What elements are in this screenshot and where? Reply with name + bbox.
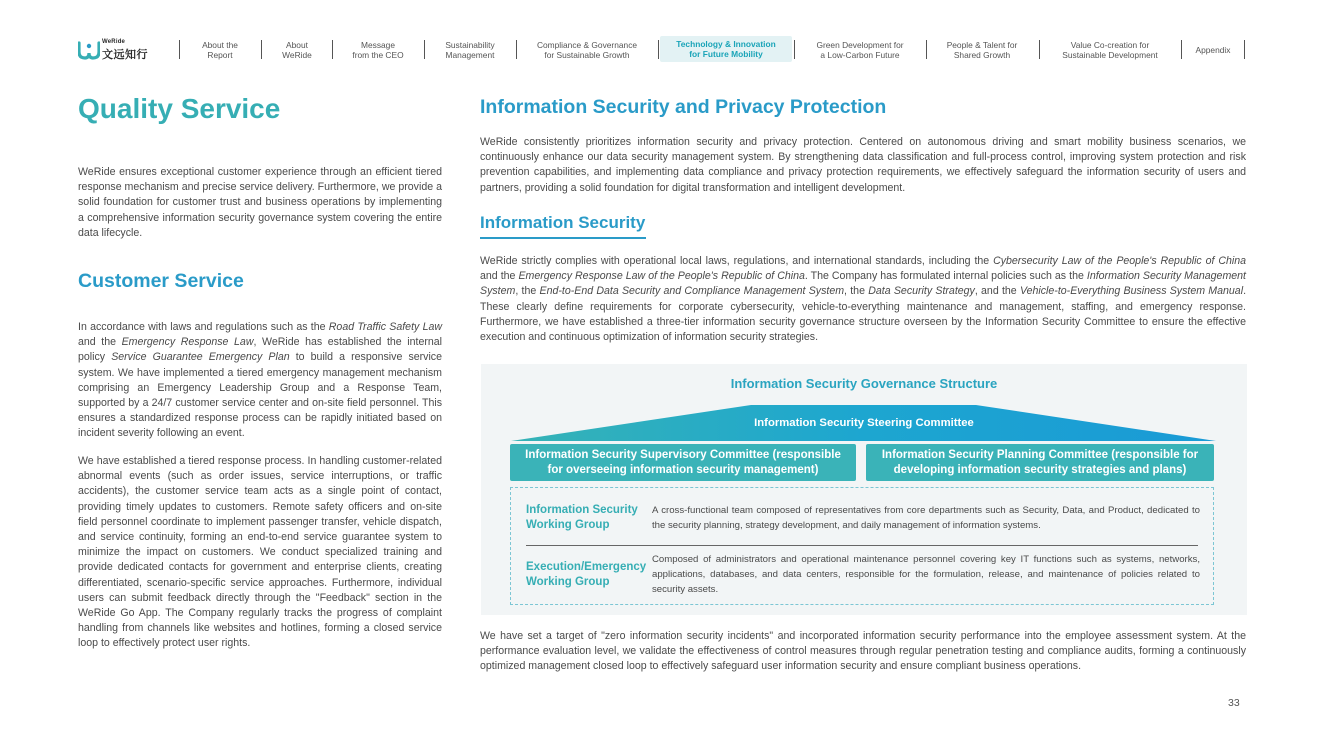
nav-divider bbox=[794, 40, 795, 59]
nav-divider bbox=[332, 40, 333, 59]
info-security-paragraph: WeRide strictly complies with operational local laws, regulations, and international standards, including the Cybersecurity Law of the People's Republic of China and the Emergency Response Law of the People's Republic of China. The Company has formulated internal policies such as the Information Security Management System, the End-to-End Data Security and Compliance Management System, the Data Security Strategy, and the Vehicle-to-Everything Business System Manual. These clearly define requirements for corporate cybersecurity, vehicle-to-everything maintenance and management, staffing, and emergency response. Furthermore, we have established a three-tier information security governance structure overseen by the Information Security Committee to ensure the effective execution and continuous optimization of information security strategies. bbox=[480, 255, 1247, 344]
nav-label: Sustainability Management bbox=[445, 40, 495, 60]
nav-message-ceo[interactable] bbox=[338, 39, 418, 61]
planning-committee-label: Information Security Planning Committee (responsible for developing information security strategies and plans) bbox=[881, 448, 1199, 476]
supervisory-committee-box bbox=[510, 444, 856, 481]
working-group-name: Information Security Working Group bbox=[526, 504, 638, 531]
customer-service-paragraph-2: We have established a tiered response process. In handling customer-related abnormal events (such as order issues, service interruptions, or traffic accidents), the customer service team acts as a single point of contact, providing timely updates to customers. Remote safety officers and on-site field personnel coordinate to implement passenger transfer, vehicle dispatch, and service continuity, forming an end-to-end service guarantee system to minimize the impact on customers. We conduct specialized training and provide dedicated contacts for government and enterprise clients, creating differentiated, scenario-specific service approaches. Furthermore, individual users can submit feedback directly through the "Feedback" section in the WeRide Go App. The Company regularly tracks the progress of complaint handling from channels like websites and hotlines, forming a closed service loop to effectively protect user rights. bbox=[78, 455, 442, 650]
weride-logo-icon bbox=[78, 40, 100, 60]
nav-divider bbox=[516, 40, 517, 59]
group-divider bbox=[526, 545, 1198, 546]
page-number: 33 bbox=[1228, 697, 1240, 709]
supervisory-committee-label: Information Security Supervisory Committee (responsible for overseeing information security management) bbox=[525, 448, 841, 476]
nav-label: Technology & Innovation for Future Mobility bbox=[676, 39, 776, 59]
security-target-paragraph: We have set a target of "zero information security incidents" and incorporated information security performance into the employee assessment system. At the performance evaluation level, we validate the effectiveness of control measures through regular penetration testing and compliance audits, forming a continuously optimized management closed loop to effectively safeguard user information security and ensure compliant business operations. bbox=[480, 630, 1246, 673]
quality-intro: WeRide ensures exceptional customer experience through an efficient tiered response mechanism and precise service delivery. Furthermore, we provide a solid foundation for customer trust and business operations by implementing a comprehensive information security governance system covering the entire data lifecycle. bbox=[78, 166, 442, 239]
planning-committee-box bbox=[866, 444, 1214, 481]
nav-label: About the Report bbox=[202, 40, 238, 60]
nav-about-weride[interactable] bbox=[268, 39, 326, 61]
working-group-desc: Composed of administrators and operational maintenance personnel covering key IT functions such as systems, networks, applications, databases, and data centers, responsible for the formulation, release, and maintenance of policies related to security assets. bbox=[652, 554, 1200, 595]
customer-service-heading: Customer Service bbox=[78, 270, 244, 292]
diagram-title: Information Security Governance Structure bbox=[730, 376, 998, 391]
customer-service-paragraph-1: In accordance with laws and regulations such as the Road Traffic Safety Law and the Emergency Response Law, WeRide has established the internal policy Service Guarantee Emergency Plan to build a responsive service system. We have implemented a tiered emergency management mechanism comprising an Emergency Leadership Group and a Response Team, supported by a 24/7 customer service center and on-site field personnel. This ensures a standardized response process can be rapidly initiated based on incident severity following an event. bbox=[78, 321, 442, 440]
nav-technology-active[interactable] bbox=[660, 36, 792, 62]
nav-sustainability[interactable] bbox=[430, 39, 510, 61]
privacy-intro: WeRide consistently prioritizes information security and privacy protection. Centered on autonomous driving and smart mobility business scenarios, we continuously enhance our data security management system. By strengthening data classification and full-process control, improving system protection and risk prevention capabilities, and implementing data compliance and privacy protection requirements, we effectively safeguard the information security of users and partners, providing a solid foundation for digital transformation and intelligent development. bbox=[480, 136, 1246, 194]
page-title: Quality Service bbox=[78, 93, 281, 124]
governance-diagram bbox=[481, 364, 1247, 615]
nav-divider bbox=[424, 40, 425, 59]
working-group-desc: A cross-functional team composed of representatives from core departments such as Security, Data, and Product, dedicated to the security planning, strategy development, and daily management of information systems. bbox=[652, 505, 1200, 531]
nav-appendix[interactable] bbox=[1187, 39, 1239, 61]
nav-label: Green Development for a Low-Carbon Future bbox=[816, 40, 904, 60]
nav-divider bbox=[179, 40, 180, 59]
nav-divider bbox=[658, 40, 659, 59]
nav-label: People & Talent for Shared Growth bbox=[946, 40, 1018, 60]
nav-about-report[interactable] bbox=[186, 39, 254, 61]
working-group-name: Execution/Emergency Working Group bbox=[526, 561, 647, 588]
logo-text-cn: 文远知行 bbox=[102, 49, 148, 61]
nav-green[interactable] bbox=[800, 39, 920, 61]
nav-divider bbox=[926, 40, 927, 59]
heading-underline bbox=[480, 237, 646, 239]
nav-label: Value Co-creation for Sustainable Development bbox=[1062, 40, 1158, 60]
nav-label: About WeRide bbox=[282, 40, 312, 60]
nav-compliance[interactable] bbox=[522, 39, 652, 61]
nav-divider bbox=[1244, 40, 1245, 59]
steering-committee-label: Information Security Steering Committee bbox=[754, 417, 974, 429]
logo-text-en: WeRide bbox=[102, 39, 126, 45]
nav-divider bbox=[1039, 40, 1040, 59]
nav-label: Appendix bbox=[1195, 45, 1231, 55]
nav-people[interactable] bbox=[932, 39, 1032, 61]
nav-divider bbox=[261, 40, 262, 59]
nav-divider bbox=[1181, 40, 1182, 59]
info-security-heading: Information Security bbox=[480, 213, 646, 232]
section-title: Information Security and Privacy Protection bbox=[480, 96, 887, 118]
logo[interactable] bbox=[78, 38, 158, 62]
nav-label: Compliance & Governance for Sustainable Growth bbox=[536, 40, 638, 60]
nav-value[interactable] bbox=[1045, 39, 1175, 61]
nav-label: Message from the CEO bbox=[352, 40, 404, 60]
working-groups-box bbox=[510, 487, 1214, 605]
